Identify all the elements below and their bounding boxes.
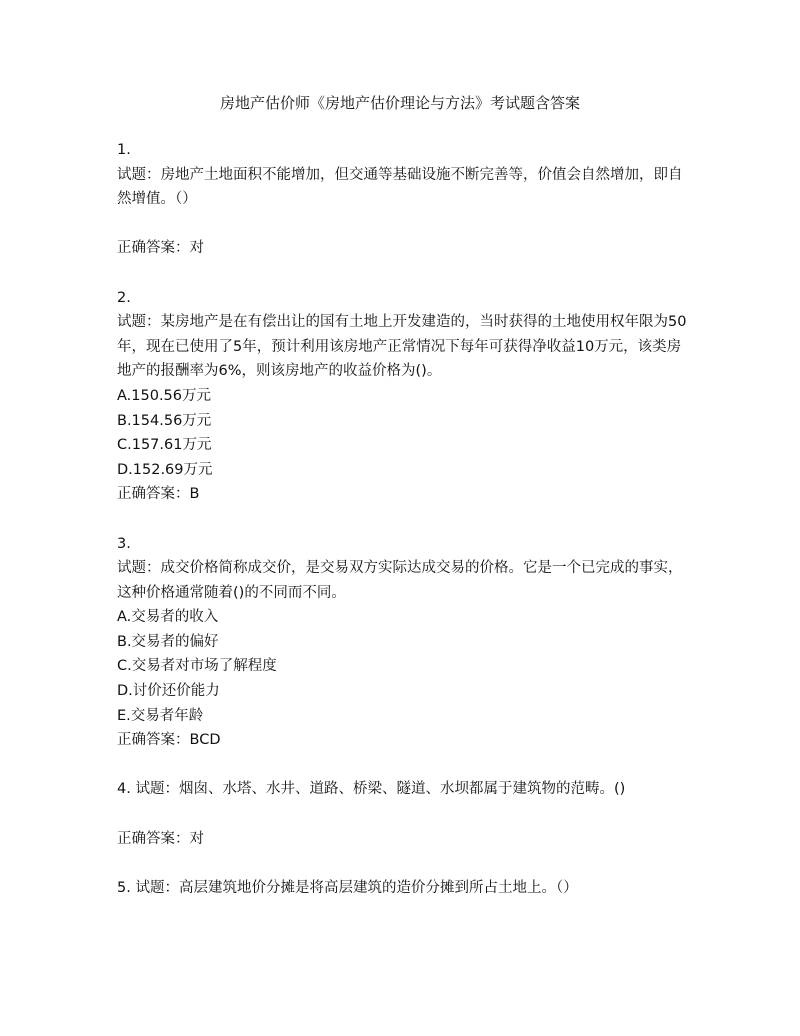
question-2-option-d: D.152.69万元	[117, 461, 213, 478]
question-4-answer: 正确答案：对	[117, 830, 204, 847]
spacer	[117, 851, 687, 876]
question-5-stem: 5. 试题：高层建筑地价分摊是将高层建筑的造价分摊到所占土地上。（）	[117, 879, 578, 896]
question-3-number: 3.	[117, 535, 131, 552]
question-2-stem-line-3: 地产的报酬率为6%，则该房地产的收益价格为()。	[117, 363, 442, 380]
question-3-option-b: B.交易者的偏好	[117, 633, 219, 650]
question-list	[117, 138, 687, 900]
question-2-stem-line-2: 年，现在已使用了5年，预计利用该房地产正常情况下每年可获得净收益10万元，该类房	[117, 338, 682, 355]
question-1-number: 1.	[117, 142, 131, 158]
question-2-option-b: B.154.56万元	[117, 412, 212, 429]
document-title: 房地产估价师《房地产估价理论与方法》考试题含答案	[219, 94, 580, 112]
question-3-option-c: C.交易者对市场了解程度	[117, 658, 277, 675]
question-4-stem: 4. 试题：烟囱、水塔、水井、道路、桥梁、隧道、水坝都属于建筑物的范畴。()	[117, 781, 626, 798]
spacer	[117, 507, 687, 532]
question-2-option-a: A.150.56万元	[117, 387, 212, 404]
spacer	[117, 261, 687, 286]
question-1-stem-line-1: 试题：房地产土地面积不能增加，但交通等基础设施不断完善等，价值会自然增加，即自	[117, 166, 683, 183]
question-3-option-d: D.讨价还价能力	[117, 683, 220, 700]
question-2-answer: 正确答案：B	[117, 486, 200, 503]
question-2-stem-line-1: 试题：某房地产是在有偿出让的国有土地上开发建造的，当时获得的土地使用权年限为50	[117, 314, 687, 331]
spacer	[117, 753, 687, 778]
question-3-stem-line-2: 这种价格通常随着()的不同而不同。	[117, 584, 346, 601]
spacer	[117, 802, 687, 827]
question-3-answer: 正确答案：BCD	[117, 732, 221, 749]
question-1-stem-line-2: 然增值。（）	[117, 191, 197, 208]
question-3-stem-line-1: 试题：成交价格简称成交价，是交易双方实际达成交易的价格。它是一个已完成的事实，	[117, 560, 683, 577]
question-1-answer: 正确答案：对	[117, 240, 204, 257]
question-2-number: 2.	[117, 289, 131, 306]
spacer	[117, 212, 687, 237]
question-3-option-a: A.交易者的收入	[117, 609, 219, 626]
question-3-option-e: E.交易者年龄	[117, 707, 204, 724]
question-2-option-c: C.157.61万元	[117, 437, 212, 454]
